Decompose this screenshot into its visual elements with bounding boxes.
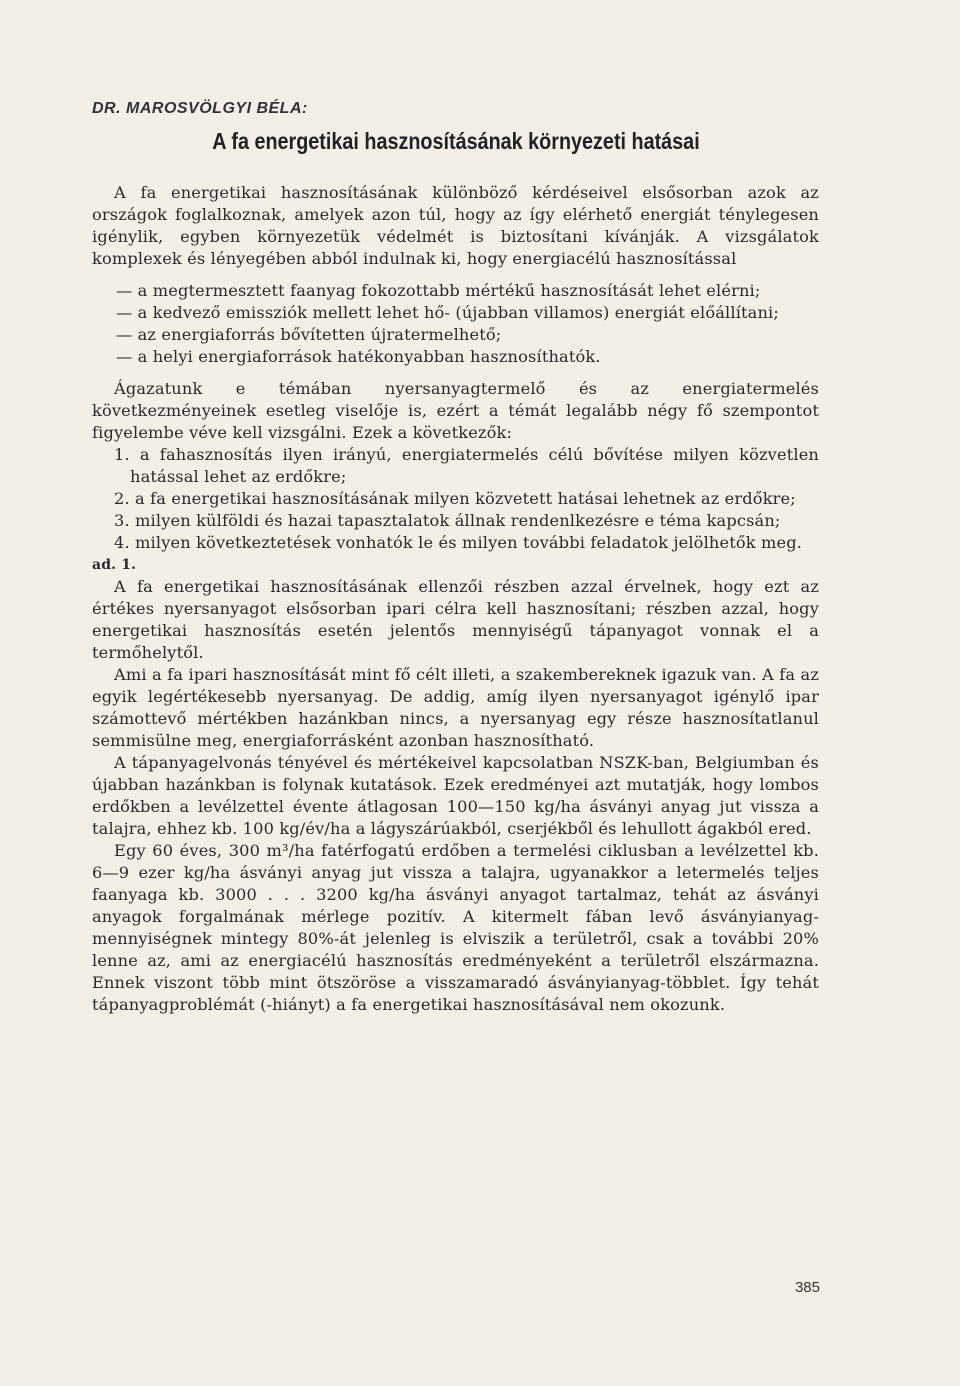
article-body xyxy=(92,182,819,1016)
numbered-item: 1. a fahasznosítás ilyen irányú, energiatermelés célú bővítése milyen közvetlen hatással lehet az erdőkre; xyxy=(114,445,819,486)
numbered-item: 4. milyen következtetések vonhatók le és milyen további feladatok jelölhetők meg. xyxy=(114,533,803,552)
dash-item: — a megtermesztett faanyag fokozottabb mértékű hasznosítását lehet elérni; xyxy=(116,281,761,300)
numbered-item: 2. a fa energetikai hasznosításának milyen közvetett hatásai lehetnek az erdőkre; xyxy=(114,489,796,508)
sector-paragraph: Ágazatunk e témában nyersanyagtermelő és az energiatermelés következményeinek esetleg viselője is, ezért a témát legalább négy fő szempontot figyelembe véve kell vizsgálni. Ezek a következők: xyxy=(92,379,819,442)
author-line: DR. MAROSVÖLGYI BÉLA: xyxy=(92,100,308,117)
article-title: A fa energetikai hasznosításának környezeti hatásai xyxy=(212,128,700,154)
section-label: ad. 1. xyxy=(92,557,137,573)
page-number: 385 xyxy=(794,1279,820,1296)
dash-item: — a helyi energiaforrások hatékonyabban hasznosíthatók. xyxy=(116,347,601,366)
body-paragraph: A tápanyagelvonás tényével és mértékeivel kapcsolatban NSZK-ban, Belgiumban és újabban hazánkban is folynak kutatások. Ezek eredményei azt mutatják, hogy lombos erdőkben a levélzettel évente átlagosan 100—150 kg/ha ásványi anyag jut vissza a talajra, ehhez kb. 100 kg/év/ha a lágyszárúakból, cserjékből és lehullott ágakból ered. xyxy=(92,753,819,838)
body-paragraph: Egy 60 éves, 300 m³/ha fatérfogatú erdőben a termelési ciklusban a levélzettel kb. 6—9 ezer kg/ha ásványi anyag jut vissza a talajra, ugyanakkor a letermelés teljes faanyaga kb. 3000 . . . 3200 kg/ha ásványi anyagot tartalmaz, tehát az ásványi anyagok forgalmának mérlege pozitív. A kitermelt fában levő ásványianyag-mennyiségnek mintegy 80%-át jelenleg is elviszik a területről, csak a további 20% lenne az, ami az energiacélú hasznosítás eredményeként a területről elszármazna. Ennek viszont több mint ötszöröse a visszamaradó ásványianyag-többlet. Így tehát tápanyagproblémát (-hiányt) a fa energetikai hasznosításával nem okozunk. xyxy=(92,841,819,1014)
body-paragraph: Ami a fa ipari hasznosítását mint fő célt illeti, a szakembereknek igazuk van. A fa az egyik legértékesebb nyersanyag. De addig, amíg ilyen nyersanyagot igénylő ipar számottevő mértékben hazánkban nincs, a nyersanyag egy része hasznosítatlanul semmisülne meg, energiaforrásként azonban hasznosítható. xyxy=(92,665,819,750)
numbered-item: 3. milyen külföldi és hazai tapasztalatok állnak rendenlkezésre e téma kapcsán; xyxy=(114,511,781,530)
intro-paragraph: A fa energetikai hasznosításának különböző kérdéseivel elsősorban azok az országok foglalkoznak, amelyek azon túl, hogy az így elérhető energiát ténylegesen igénylik, egyben környezetük védelmét is biztosítani kívánják. A vizsgálatok komplexek és lényegében abból indulnak ki, hogy energiacélú hasznosítással xyxy=(92,183,819,268)
dash-item: — a kedvező emissziók mellett lehet hő- (újabban villamos) energiát előállítani; xyxy=(116,303,779,322)
dash-item: — az energiaforrás bővítetten újratermelhető; xyxy=(116,325,502,344)
body-paragraph: A fa energetikai hasznosításának ellenzői részben azzal érvelnek, hogy ezt az értékes nyersanyagot elsősorban ipari célra kell hasznosítani; részben azzal, hogy energetikai hasznosítás esetén jelentős mennyiségű tápanyagot vonnak el a termőhelytől. xyxy=(92,577,819,662)
